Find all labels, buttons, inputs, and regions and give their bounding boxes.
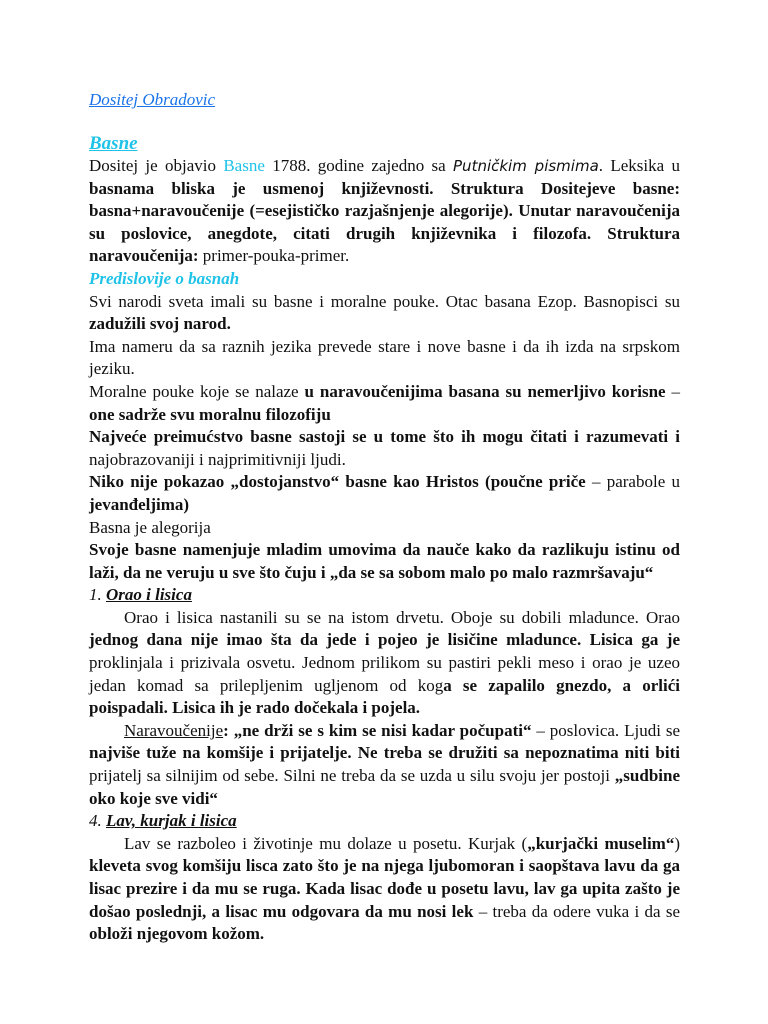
fable-text: – treba da odere vuka i da se bbox=[473, 901, 680, 921]
fable-text: Lav se razboleo i životinje mu dolaze u posetu. Kurjak ( bbox=[124, 833, 528, 853]
intro-paragraph bbox=[89, 155, 680, 268]
fable-1-title: Orao i lisica bbox=[106, 585, 192, 605]
fable-1-paragraph-2 bbox=[89, 720, 680, 810]
predislovije-text: najobrazovaniji i najprimitivniji ljudi. bbox=[89, 449, 346, 469]
fable-text: prijatelj sa silnijim od sebe. Silni ne treba da se uzda u silu svoju jer postoji bbox=[89, 766, 615, 786]
fable-4-paragraph-1 bbox=[89, 833, 680, 946]
intro-putnicka-pisma: Putničkim pismima bbox=[453, 157, 599, 175]
predislovije-dash: – bbox=[665, 381, 680, 401]
predislovije-paragraph-6: Basna je alegorija bbox=[89, 517, 211, 537]
fable-1-heading bbox=[89, 584, 680, 607]
naravoucenije-label: Naravoučenije bbox=[124, 720, 224, 740]
predislovije-paragraph-3 bbox=[89, 381, 680, 426]
predislovije-text: Svi narodi sveta imali su basne i moralne pouke. Otac basana Ezop. Basnopisci su bbox=[89, 291, 680, 311]
intro-text-5: . Leksika u bbox=[598, 156, 680, 175]
intro-structure-bold: basnama bliska je usmenoj književnosti. Struktura Dositejeve basne: basna+naravoučenije (=esejističko razjašnjenje alegorije). Unutar naravoučenija su poslovice, anegdote, citati drugih književnika i filozofa. Struktura naravoučenija: bbox=[89, 178, 680, 266]
predislovije-paragraph-1 bbox=[89, 291, 680, 336]
predislovije-bold-text: zadužili svoj narod. bbox=[89, 314, 231, 334]
predislovije-heading: Predislovije o basnah bbox=[89, 268, 240, 288]
fable-bold-text: kleveta svog komšiju lisca zato što je na njega ljubomoran i saopštava lavu da ga lisac prezire i da mu se ruga. Kada lisac dođe u posetu lavu, lav ga upita zašto je došao poslednji, a lisac mu odgovara da mu nosi lek bbox=[89, 856, 680, 921]
author-heading: Dositej Obradovic bbox=[89, 90, 216, 109]
predislovije-text: Moralne pouke koje se nalaze bbox=[89, 381, 305, 401]
intro-text-1: Dositej je objavio bbox=[89, 156, 224, 175]
fable-4-number: 4. bbox=[89, 811, 106, 831]
fable-1-paragraph-1 bbox=[89, 607, 680, 720]
fable-4-heading bbox=[89, 810, 680, 833]
predislovije-bold-text: one sadrže svu moralnu filozofiju bbox=[89, 404, 331, 424]
predislovije-paragraph-2: Ima nameru da sa raznih jezika prevede stare i nove basne i da ih izda na srpskom jeziku. bbox=[89, 336, 680, 379]
predislovije-paragraph-7: Svoje basne namenjuje mladim umovima da nauče kako da razlikuju istinu od laži, da ne veruju u sve što čuju i „da se sa sobom malo po malo razmršavaju“ bbox=[89, 540, 680, 582]
predislovije-paragraph-4 bbox=[89, 426, 680, 471]
fable-bold-text: obloži njegovom kožom. bbox=[89, 924, 265, 944]
predislovije-bold-text: Najveće preimućstvo basne sastoji se u tome što ih mogu čitati i razumevati i bbox=[89, 427, 680, 447]
predislovije-bold-text: Niko nije pokazao „dostojanstvo“ basne kao Hristos (poučne priče bbox=[89, 472, 586, 492]
predislovije-text: – parabole u bbox=[585, 472, 680, 492]
fable-bold-text: najviše tuže na komšije i prijatelje. Ne treba se družiti sa nepoznatima niti biti bbox=[89, 743, 680, 763]
fable-bold-text: : „ne drži se s kim se nisi kadar počupati“ bbox=[223, 720, 532, 740]
fable-text: ) bbox=[674, 833, 680, 853]
fable-bold-text: „sudbine oko koje sve vidi“ bbox=[89, 766, 680, 808]
fable-1-number: 1. bbox=[89, 585, 106, 605]
intro-text-7: primer-pouka-primer. bbox=[198, 246, 350, 266]
predislovije-paragraph-5 bbox=[89, 471, 680, 516]
predislovije-bold-text: jevanđeljima) bbox=[89, 494, 190, 514]
basne-heading: Basne bbox=[89, 133, 138, 154]
fable-bold-text: „kurjački muselim“ bbox=[527, 833, 675, 853]
fable-text: – poslovica. Ljudi se bbox=[531, 720, 680, 740]
fable-text: proklinjala i prizivala osvetu. Jednom prilikom su pastiri pekli meso i orao je uzeo jedan komad sa prilepljenim ugljenom od kog bbox=[89, 653, 680, 695]
fable-4-title: Lav, kurjak i lisica bbox=[106, 811, 237, 831]
fable-text: Orao i lisica nastanili su se na istom drvetu. Oboje su dobili mladunce. Orao bbox=[124, 607, 680, 627]
predislovije-bold-text: u naravoučenijima basana su nemerljivo korisne bbox=[304, 381, 666, 401]
intro-text-3: 1788. godine zajedno sa bbox=[264, 156, 454, 175]
fable-bold-text: a se zapalilo gnezdo, a orlići poispadali. Lisica ih je rado dočekala i pojela. bbox=[89, 675, 680, 718]
intro-basne-link: Basne bbox=[223, 156, 265, 175]
fable-bold-text: jednog dana nije imao šta da jede i pojeo je lisičine mladunce. Lisica ga je bbox=[89, 630, 680, 650]
